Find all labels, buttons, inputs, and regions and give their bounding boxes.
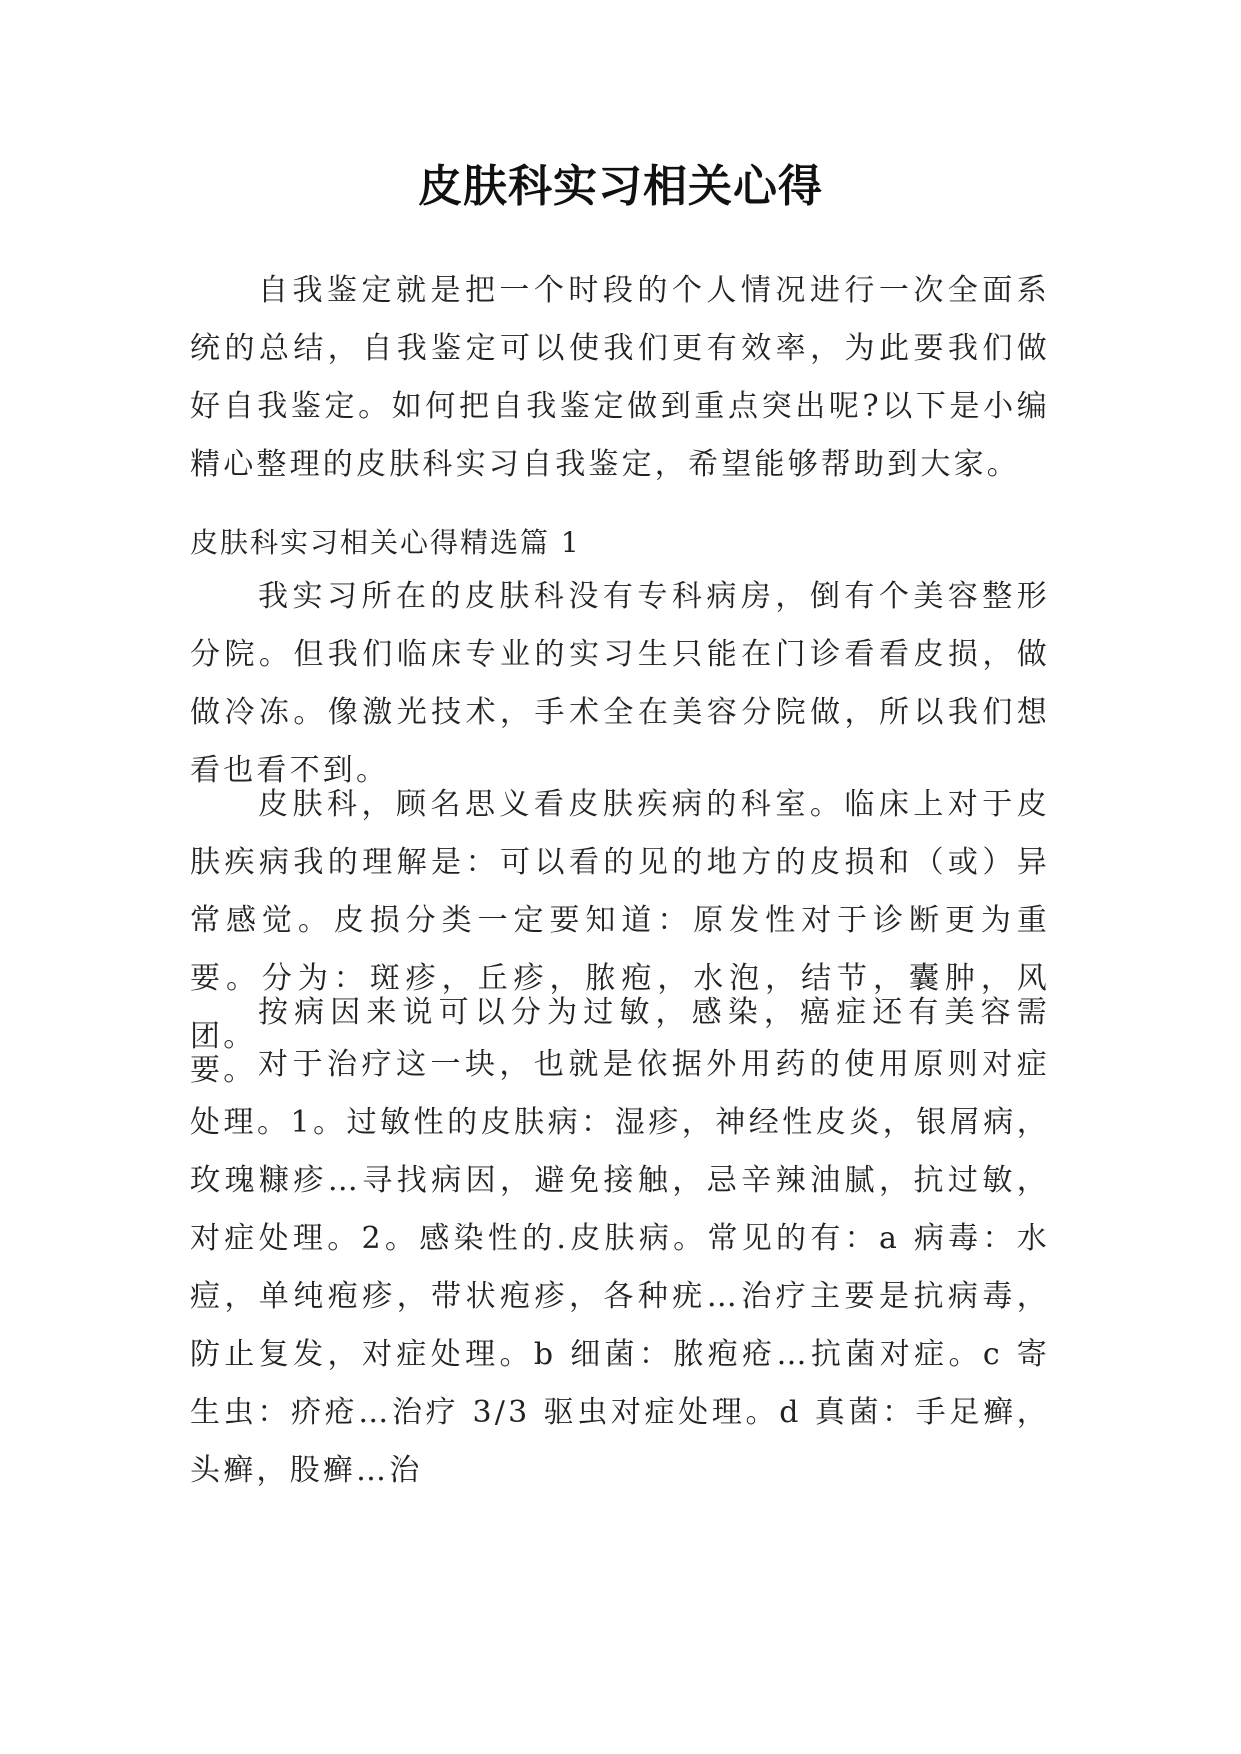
body-paragraph-4: 对于治疗这一块，也就是依据外用药的使用原则对症处理。1。过敏性的皮肤病：湿疹，神经性皮炎，银屑病，玫瑰糠疹…寻找病因，避免接触，忌辛辣油腻，抗过敏，对症处理。2。感染性的.皮肤病。常见的有：a 病毒：水痘，单纯疱疹，带状疱疹，各种疣…治疗主要是抗病毒，防止复发，对症处理。b 细菌：脓疱疮…抗菌对症。c 寄生虫：疥疮…治疗 3/3 驱虫对症处理。d 真菌：手足癣，头癣，股癣…治	[190, 1047, 1050, 1488]
body-paragraph-2: 皮肤科，顾名思义看皮肤疾病的科室。临床上对于皮肤疾病我的理解是：可以看的见的地方的皮损和（或）异常感觉。皮损分类一定要知道：原发性对于诊断更为重要。分为：斑疹，丘疹，脓疱，水泡，结节，囊肿，风团。	[190, 787, 1050, 1054]
document-title: 皮肤科实习相关心得	[418, 161, 823, 212]
body-paragraph-1: 我实习所在的皮肤科没有专科病房，倒有个美容整形分院。但我们临床专业的实习生只能在门诊看看皮损，做做冷冻。像激光技术，手术全在美容分院做，所以我们想看也看不到。	[190, 579, 1050, 788]
body-paragraph-3: 按病因来说可以分为过敏，感染，癌症还有美容需要。	[190, 995, 1050, 1088]
section-heading: 皮肤科实习相关心得精选篇 1	[190, 526, 581, 559]
intro-paragraph: 自我鉴定就是把一个时段的个人情况进行一次全面系统的总结，自我鉴定可以使我们更有效率，为此要我们做好自我鉴定。如何把自我鉴定做到重点突出呢?以下是小编精心整理的皮肤科实习自我鉴定，希望能够帮助到大家。	[190, 273, 1050, 482]
